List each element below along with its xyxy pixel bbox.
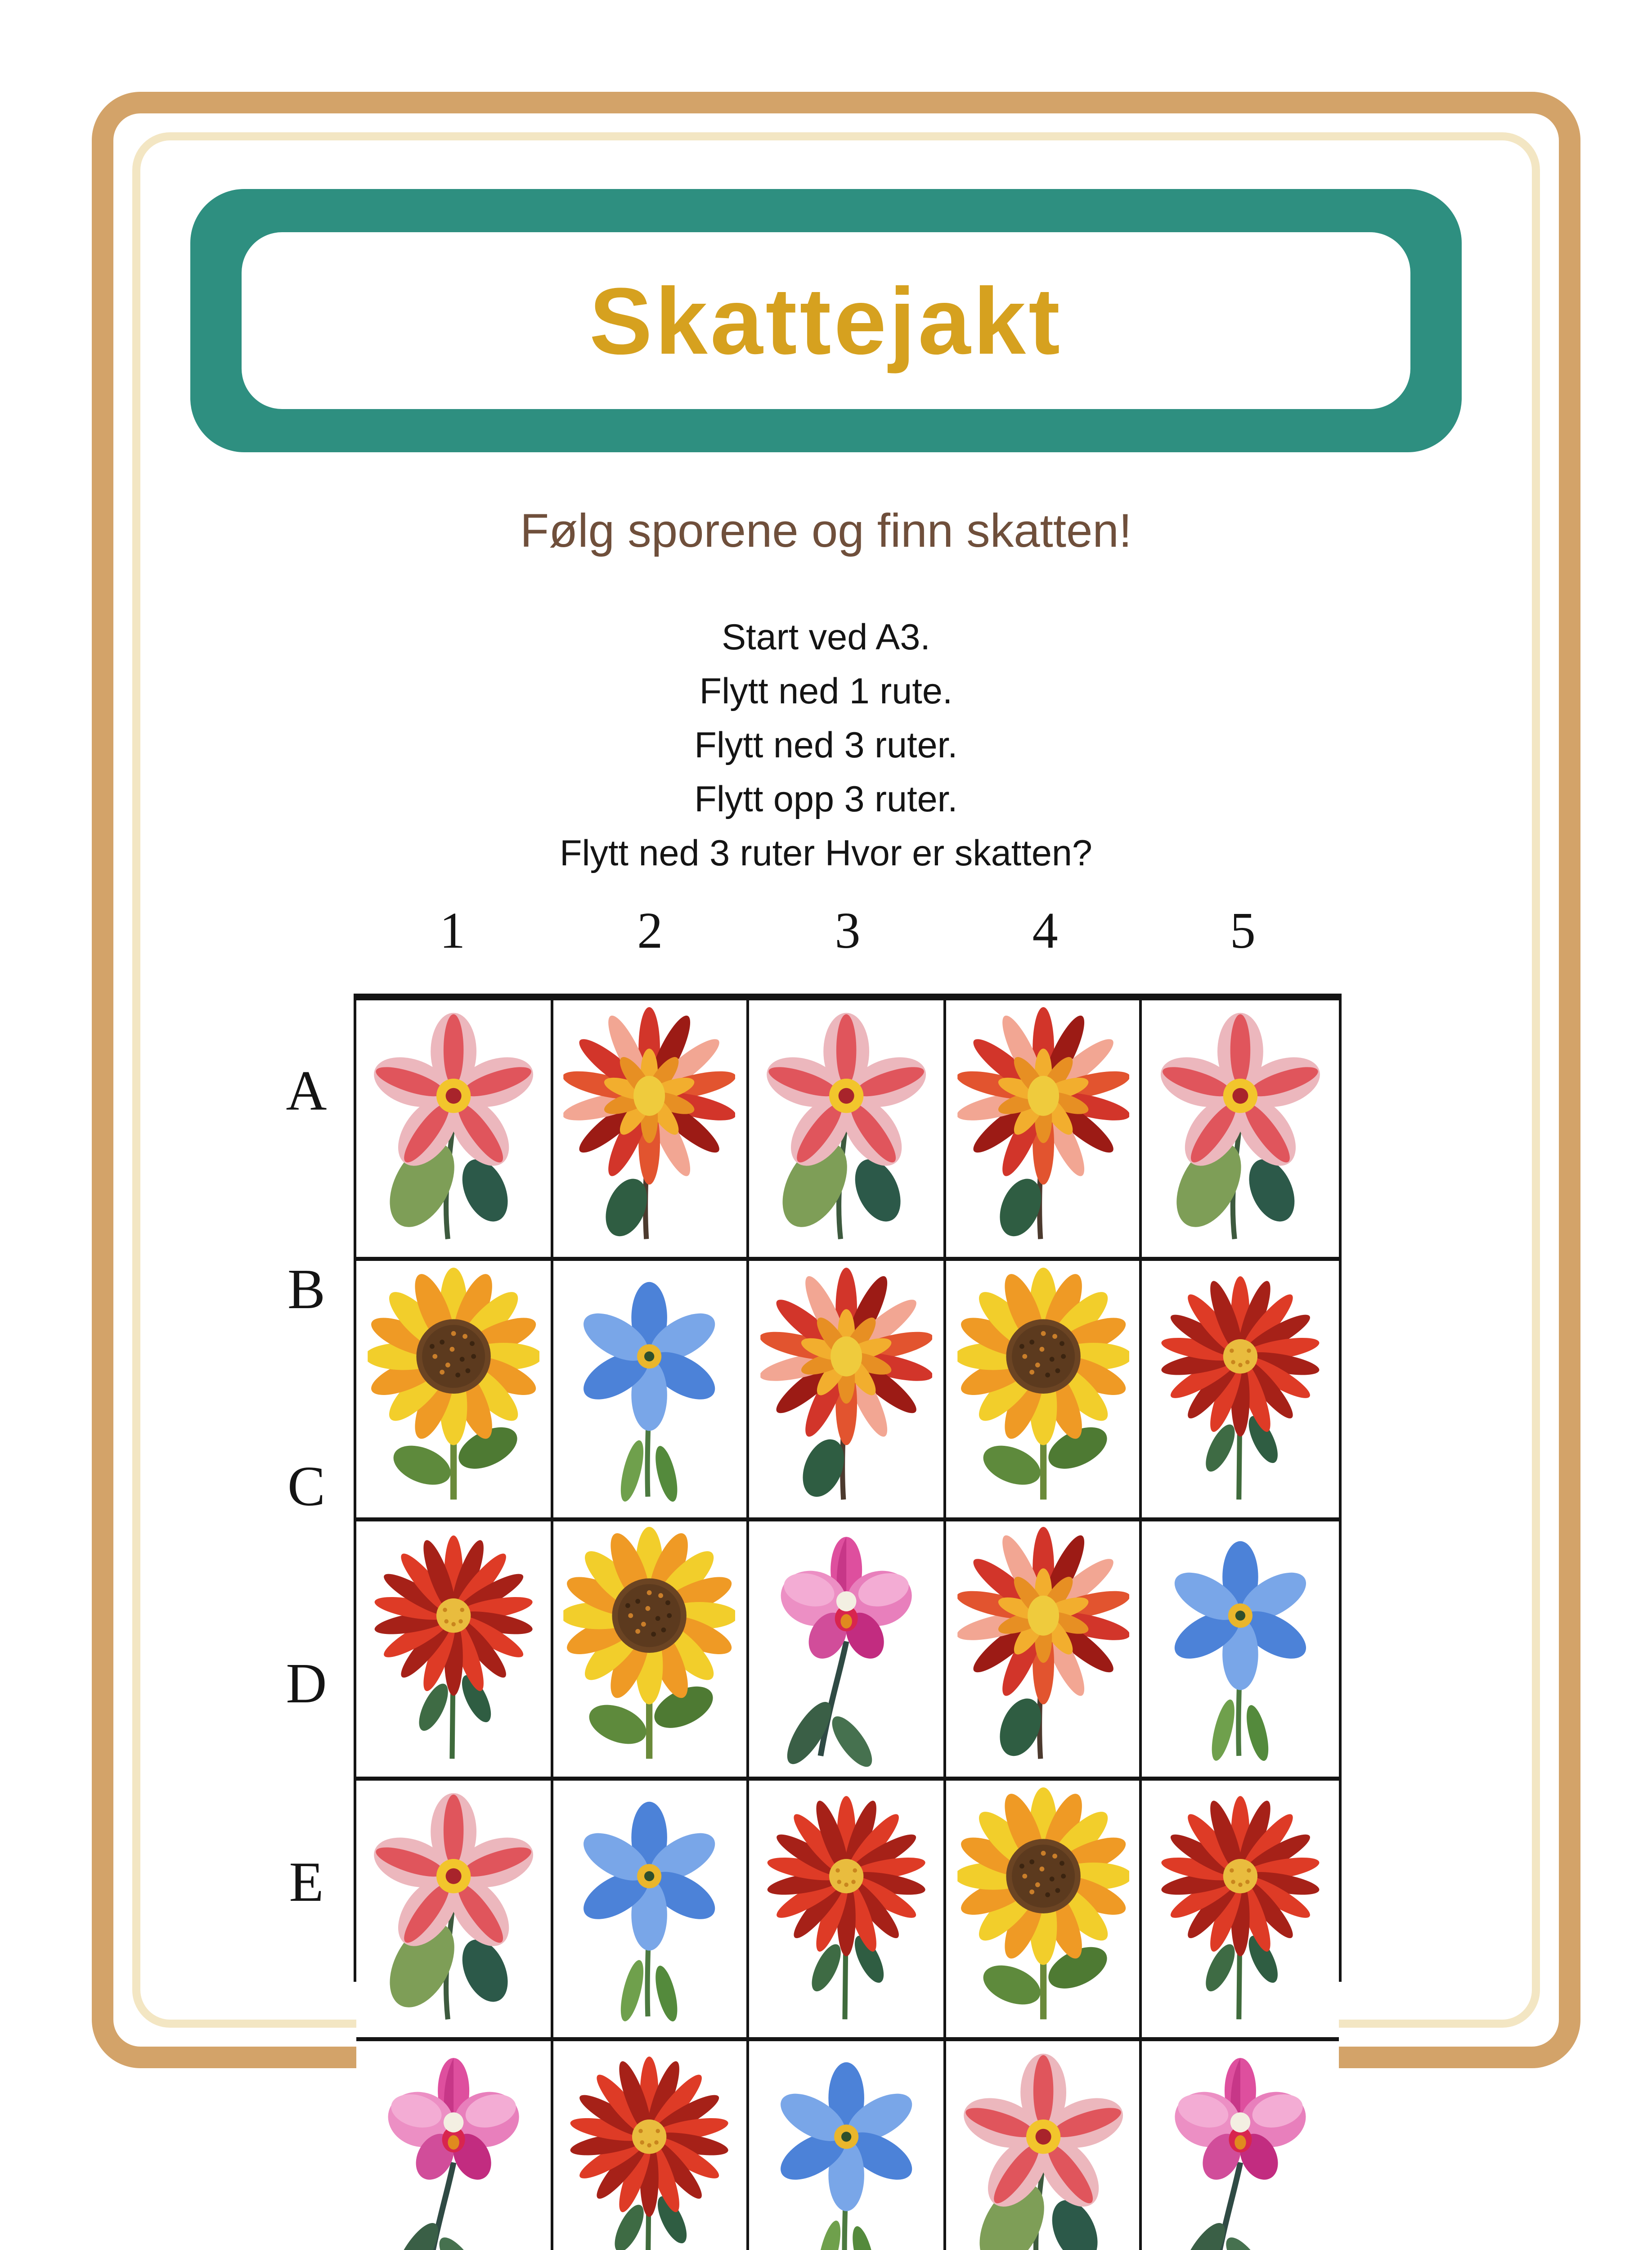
sunflower-flower (364, 1267, 542, 1511)
row-label-A: A (286, 1061, 327, 1124)
red-gerbera-flower (757, 1787, 935, 2031)
column-label-5: 5 (1230, 903, 1256, 960)
red-gerbera-flower (1150, 1267, 1331, 1511)
pink-striped-flower (954, 2048, 1132, 2250)
row-label-D: D (286, 1654, 327, 1717)
pink-orchid-flower (757, 1527, 935, 1771)
column-label-4: 4 (1032, 903, 1058, 960)
grid-cell-D2[interactable] (553, 1781, 750, 2041)
grid-cell-B2[interactable] (553, 1260, 750, 1521)
red-gerbera-flower (1150, 1787, 1331, 2031)
grid-cell-B4[interactable] (946, 1260, 1142, 1521)
page-title: Skattejakt (589, 268, 1063, 374)
pink-striped-flower (757, 1007, 935, 1250)
grid-cell-D3[interactable] (750, 1781, 946, 2041)
red-gerbera-flower (561, 2048, 739, 2250)
sunflower-flower (954, 1267, 1132, 1511)
grid-cell-E4[interactable] (946, 2041, 1142, 2250)
row-label-C: C (287, 1456, 325, 1519)
pink-orchid-flower (364, 2048, 542, 2250)
grid-cell-A5[interactable] (1142, 1000, 1339, 1260)
grid-cell-D5[interactable] (1142, 1781, 1339, 2041)
pink-striped-flower (364, 1007, 542, 1250)
grid-column-labels (354, 902, 1342, 961)
blue-flower-flower (561, 1787, 739, 2031)
grid-cell-C3[interactable] (750, 1521, 946, 1781)
instruction-line: Flytt ned 1 rute. (699, 671, 953, 711)
grid-cell-C5[interactable] (1142, 1521, 1339, 1781)
grid-row-labels (267, 994, 346, 1982)
grid-cell-C4[interactable] (946, 1521, 1142, 1781)
column-label-3: 3 (835, 903, 861, 960)
grid-cell-A2[interactable] (553, 1000, 750, 1260)
pink-striped-flower (364, 1787, 542, 2031)
row-label-E: E (289, 1852, 324, 1914)
row-label-B: B (287, 1259, 325, 1321)
grid-cell-C2[interactable] (553, 1521, 750, 1781)
instructions (0, 610, 1652, 880)
pink-striped-flower (1150, 1007, 1331, 1250)
red-dahlia-flower (954, 1007, 1132, 1250)
grid-cell-C1[interactable] (356, 1521, 553, 1781)
instruction-line: Flytt ned 3 ruter Hvor er skatten? (559, 833, 1092, 873)
instruction-line: Flytt ned 3 ruter. (694, 725, 958, 765)
column-label-2: 2 (637, 903, 663, 960)
sunflower-flower (561, 1527, 739, 1771)
grid-board (354, 994, 1342, 1982)
red-dahlia-flower (757, 1267, 935, 1511)
instruction-line: Flytt opp 3 ruter. (694, 779, 958, 819)
grid-cell-E2[interactable] (553, 2041, 750, 2250)
grid-cell-E5[interactable] (1142, 2041, 1339, 2250)
title-banner (190, 189, 1462, 452)
column-label-1: 1 (440, 903, 466, 960)
grid-cell-A4[interactable] (946, 1000, 1142, 1260)
grid-cell-E3[interactable] (750, 2041, 946, 2250)
subtitle: Følg sporene og finn skatten! (520, 505, 1132, 558)
red-gerbera-flower (364, 1527, 542, 1771)
blue-flower-flower (757, 2048, 935, 2250)
grid-cell-B5[interactable] (1142, 1260, 1339, 1521)
grid-cell-A1[interactable] (356, 1000, 553, 1260)
grid-cell-B1[interactable] (356, 1260, 553, 1521)
red-dahlia-flower (561, 1007, 739, 1250)
pink-orchid-flower (1150, 2048, 1331, 2250)
grid-cell-D1[interactable] (356, 1781, 553, 2041)
red-dahlia-flower (954, 1527, 1132, 1771)
grid-cell-D4[interactable] (946, 1781, 1142, 2041)
blue-flower-flower (561, 1267, 739, 1511)
grid-cell-B3[interactable] (750, 1260, 946, 1521)
sunflower-flower (954, 1787, 1132, 2031)
instruction-line: Start ved A3. (722, 617, 930, 657)
grid-cell-E1[interactable] (356, 2041, 553, 2250)
title-banner-inner (242, 232, 1410, 409)
grid-cell-A3[interactable] (750, 1000, 946, 1260)
blue-flower-flower (1150, 1527, 1331, 1771)
